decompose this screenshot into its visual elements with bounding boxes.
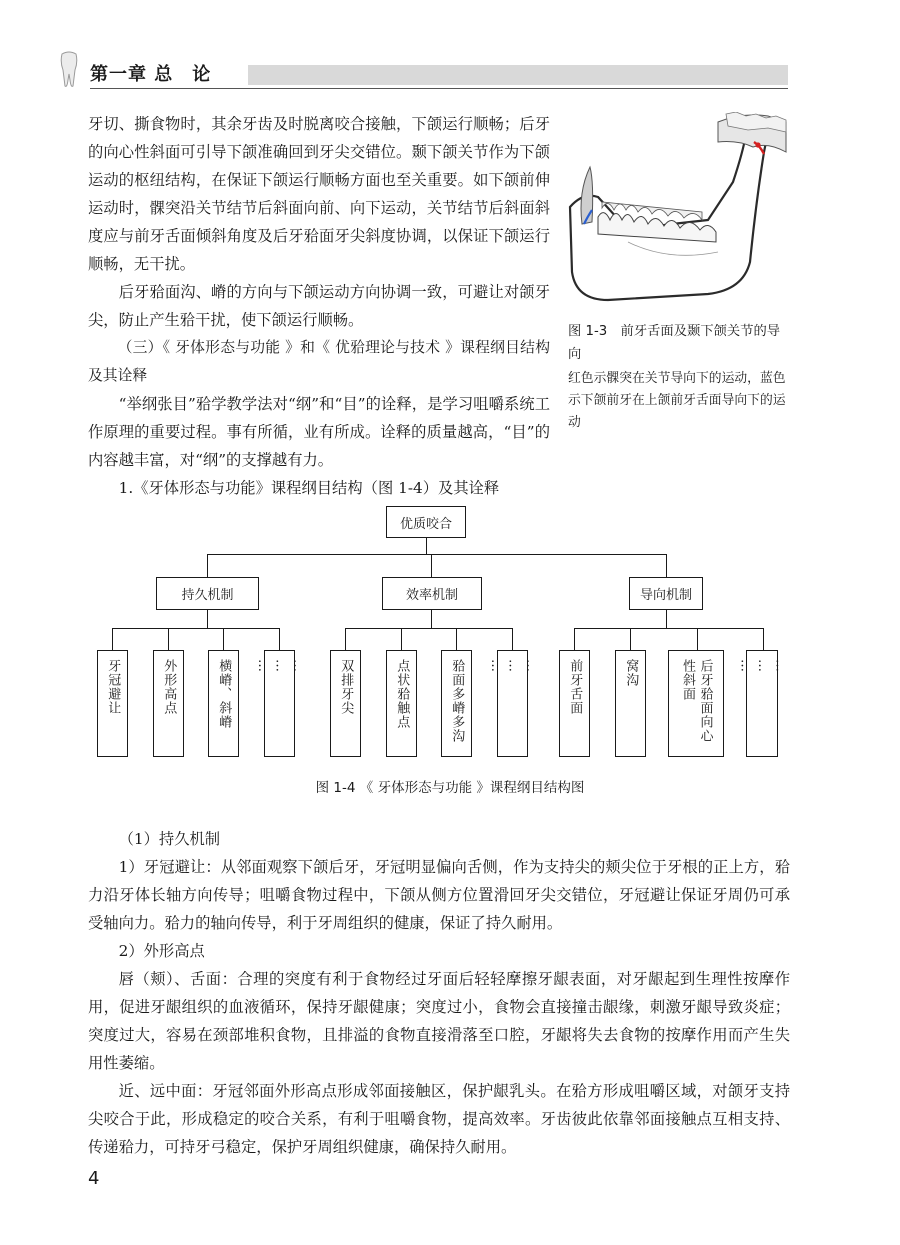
connector (207, 554, 666, 555)
leaf-text: … (289, 659, 305, 673)
connector (168, 628, 169, 650)
connector (630, 628, 631, 650)
subsection-heading: （1）持久机制 (118, 830, 221, 848)
course-structure-diagram (95, 498, 795, 768)
connector (345, 628, 346, 650)
leaf-text: 点状𬌗触点 (394, 659, 410, 729)
figure-1-3-title: 图 1-3 前牙舌面及颞下颌关节的导向 (568, 324, 781, 362)
figure-1-3-description: 红色示髁突在关节导向下的运动，蓝色示下颌前牙在上颌前牙舌面导向下的运动 (568, 371, 786, 430)
leaf-height-of-contour (153, 650, 184, 757)
leaf-text: … (505, 659, 521, 673)
connector (763, 628, 764, 650)
leaf-centripetal-incline (668, 650, 724, 757)
connector (112, 628, 279, 629)
section-heading: （三）《 牙体形态与功能 》和《 优𬌗理论与技术 》课程纲目结构及其诠释 (88, 339, 550, 384)
leaf-fossa-groove (615, 650, 646, 757)
leaf-ellipsis (254, 650, 305, 757)
tooth-logo-icon (58, 50, 80, 90)
leaf-text: 双排牙尖 (338, 659, 354, 715)
leaf-anterior-lingual-surface (559, 650, 590, 757)
leaf-point-contacts (386, 650, 417, 757)
connector (574, 628, 763, 629)
paragraph: 近、远中面：牙冠邻面外形高点形成邻面接触区，保护龈乳头。在𬌗方形成咀嚼区域，对颌牙支持尖咬合于此，形成稳定的咬合关系，有利于咀嚼食物，提高效率。牙齿彼此依靠邻面接触点互相支持、传递𬌗力，可持牙弓稳定，保护牙周组织健康，确保持久耐用。 (88, 1082, 790, 1156)
lower-text (88, 825, 790, 1161)
left-column-text (88, 110, 550, 502)
leaf-transverse-oblique-ridge (208, 650, 239, 757)
connector (431, 554, 432, 577)
connector (574, 628, 575, 650)
leaf-text: 𬌗面多嵴多沟 (449, 659, 465, 743)
leaf-text: … (754, 659, 770, 673)
figure-1-4-caption: 图 1-4 《 牙体形态与功能 》课程纲目结构图 (315, 780, 585, 796)
group-node-guidance: 导向机制 (629, 577, 703, 610)
header-bar (248, 65, 788, 85)
leaf-text: 横嵴、斜嵴 (216, 659, 232, 729)
group-node-durability: 持久机制 (156, 577, 259, 610)
leaf-ellipsis (487, 650, 538, 757)
connector (666, 610, 667, 628)
connector (697, 628, 698, 650)
leaf-text: 牙冠避让 (105, 659, 121, 715)
connector (207, 610, 208, 628)
leaf-text: 窝沟 (623, 659, 639, 687)
connector (345, 628, 512, 629)
condyle-marker (755, 142, 760, 147)
leaf-ridges-grooves (441, 650, 472, 757)
leaf-text: … (487, 659, 503, 673)
paragraph: 后牙𬌗面沟、嵴的方向与下颌运动方向协调一致，可避让对颌牙尖，防止产生𬌗干扰，使下颌运行顺畅。 (88, 283, 550, 329)
connector (431, 610, 432, 628)
header-rule (90, 88, 788, 89)
connector (401, 628, 402, 650)
leaf-crown-avoidance (97, 650, 128, 757)
page-header (58, 50, 788, 90)
paragraph: 1）牙冠避让：从邻面观察下颌后牙，牙冠明显偏向舌侧，作为支持尖的颊尖位于牙根的正上方，𬌗力沿牙体长轴方向传导；咀嚼食物过程中，下颌从侧方位置滑回牙尖交错位，牙冠避让保证牙周仍可承受轴向力。𬌗力的轴向传导，利于牙周组织的健康，保证了持久耐用。 (88, 858, 790, 932)
connector (426, 538, 427, 554)
leaf-text: 后牙𬌗面向心 (697, 659, 713, 743)
leaf-text: … (522, 659, 538, 673)
leaf-double-cusps (330, 650, 361, 757)
leaf-text: … (772, 659, 788, 673)
page-number: 4 (88, 1168, 100, 1189)
mandible-illustration (568, 112, 788, 302)
leaf-text: 前牙舌面 (567, 659, 583, 715)
chapter-title: 第一章 总 论 (90, 64, 212, 85)
connector (456, 628, 457, 650)
leaf-text: 性斜面 (680, 659, 695, 701)
connector (512, 628, 513, 650)
connector (666, 554, 667, 577)
root-node: 优质咬合 (386, 506, 466, 538)
connector (279, 628, 280, 650)
leaf-ellipsis (737, 650, 788, 757)
upper-incisor (581, 167, 593, 224)
paragraph: “举纲张目”𬌗学教学法对“纲”和“目”的诠释，是学习咀嚼系统工作原理的重要过程。事有所循，业有所成。诠释的质量越高，“目”的内容越丰富，对“纲”的支撑越有力。 (88, 395, 550, 469)
paragraph: 唇（颊）、舌面：合理的突度有利于食物经过牙面后轻轻摩擦牙龈表面，对牙龈起到生理性按摩作用，促进牙龈组织的血液循环，保持牙龈健康；突度过小，食物会直接撞击龈缘，刺激牙龈导致炎症；突度过大，容易在颈部堆积食物，且排溢的食物直接滑落至口腔，牙龈将失去食物的按摩作用而产生失用性萎缩。 (88, 970, 790, 1072)
paragraph: 1.《牙体形态与功能》课程纲目结构（图 1-4）及其诠释 (118, 479, 500, 497)
leaf-text: … (737, 659, 753, 673)
group-node-efficiency: 效率机制 (382, 577, 482, 610)
leaf-text: … (254, 659, 270, 673)
paragraph: 牙切、撕食物时，其余牙齿及时脱离咬合接触，下颌运行顺畅；后牙的向心性斜面可引导下颌准确回到牙尖交错位。颞下颌关节作为下颌运动的枢纽结构，在保证下颌运行顺畅方面也至关重要。如下颌前伸运动时，髁突沿关节结节后斜面向前、向下运动，关节结节后斜面斜度应与前牙舌面倾斜角度及后牙𬌗面牙尖斜度协调，以保证下颌运行顺畅，无干扰。 (88, 115, 550, 273)
connector (223, 628, 224, 650)
connector (207, 554, 208, 577)
leaf-text: … (272, 659, 288, 673)
connector (112, 628, 113, 650)
leaf-text: 外形高点 (161, 659, 177, 715)
subsection-heading: 2）外形高点 (118, 942, 205, 960)
